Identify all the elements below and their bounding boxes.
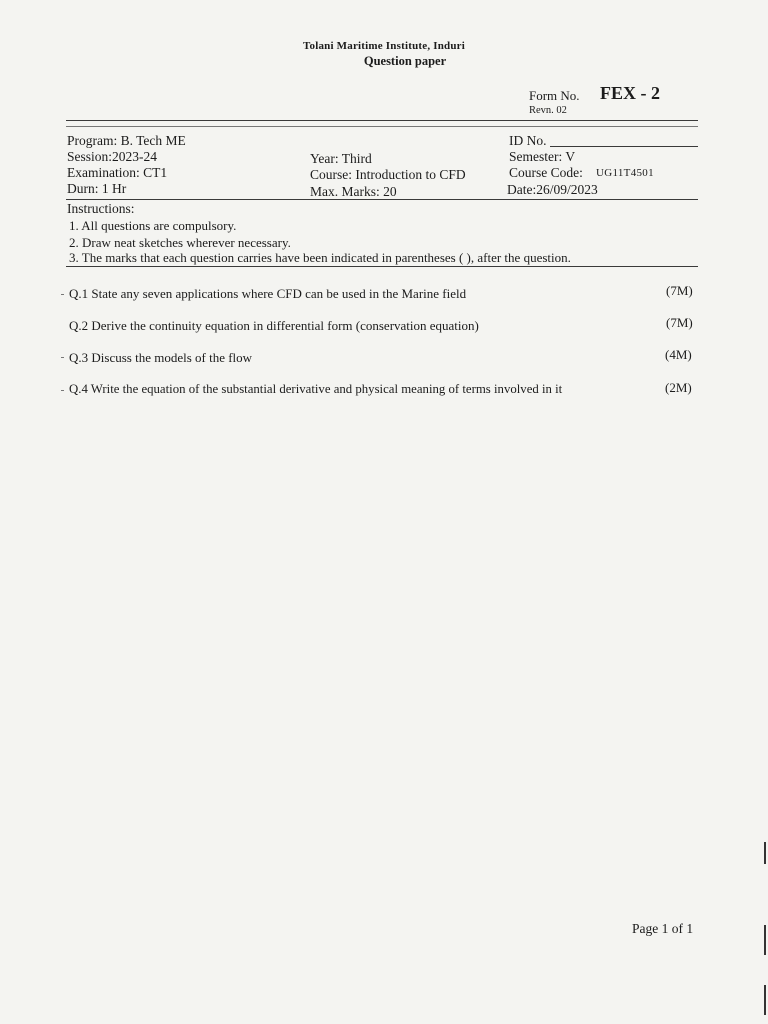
margin-tick [61,357,64,358]
page-number: Page 1 of 1 [632,921,694,936]
question-1: Q.1 State any seven applications where CFD can be used in the Marine field [69,286,467,301]
question-3-marks: (4M) [665,347,692,362]
revision-label: Revn. 02 [529,105,567,116]
scan-edge-mark [764,985,766,1015]
scan-edge-mark [764,925,766,955]
session-field: Session:2023-24 [67,149,158,164]
form-no-value: FEX - 2 [600,83,660,103]
header-rule-second [66,126,698,127]
instruction-item: 3. The marks that each question carries have been indicated in parentheses ( ), after the question. [69,250,571,265]
date-field: Date:26/09/2023 [507,182,598,197]
year-field: Year: Third [310,151,372,166]
examination-field: Examination: CT1 [67,165,168,180]
instructions-heading: Instructions: [67,201,135,216]
semester-field: Semester: V [509,149,576,164]
instructions-rule [66,266,698,267]
id-no-label: ID No. [509,133,547,148]
duration-field: Durn: 1 Hr [67,181,127,196]
course-code-value: UG11T4501 [596,167,654,179]
course-code-label: Course Code: [509,165,583,180]
max-marks-field: Max. Marks: 20 [310,184,397,199]
institute-name: Tolani Maritime Institute, Induri [302,40,466,52]
program-field: Program: B. Tech ME [67,133,186,148]
question-2: Q.2 Derive the continuity equation in differential form (conservation equation) [69,318,479,333]
course-field: Course: Introduction to CFD [310,167,466,182]
instruction-item: 2. Draw neat sketches wherever necessary. [69,235,291,250]
document-type: Question paper [363,54,447,68]
question-3: Q.3 Discuss the models of the flow [69,350,253,365]
form-no-label: Form No. [529,88,580,103]
question-4: Q.4 Write the equation of the substantial derivative and physical meaning of terms involved in it [69,382,563,396]
margin-tick [61,390,64,391]
scan-edge-mark [764,842,766,864]
question-4-marks: (2M) [665,380,692,395]
header-rule-top [66,120,698,121]
margin-tick [61,294,64,295]
instruction-item: 1. All questions are compulsory. [69,218,237,233]
question-2-marks: (7M) [666,315,693,330]
question-1-marks: (7M) [666,283,693,298]
details-rule [66,199,698,200]
id-no-blank [550,146,698,147]
